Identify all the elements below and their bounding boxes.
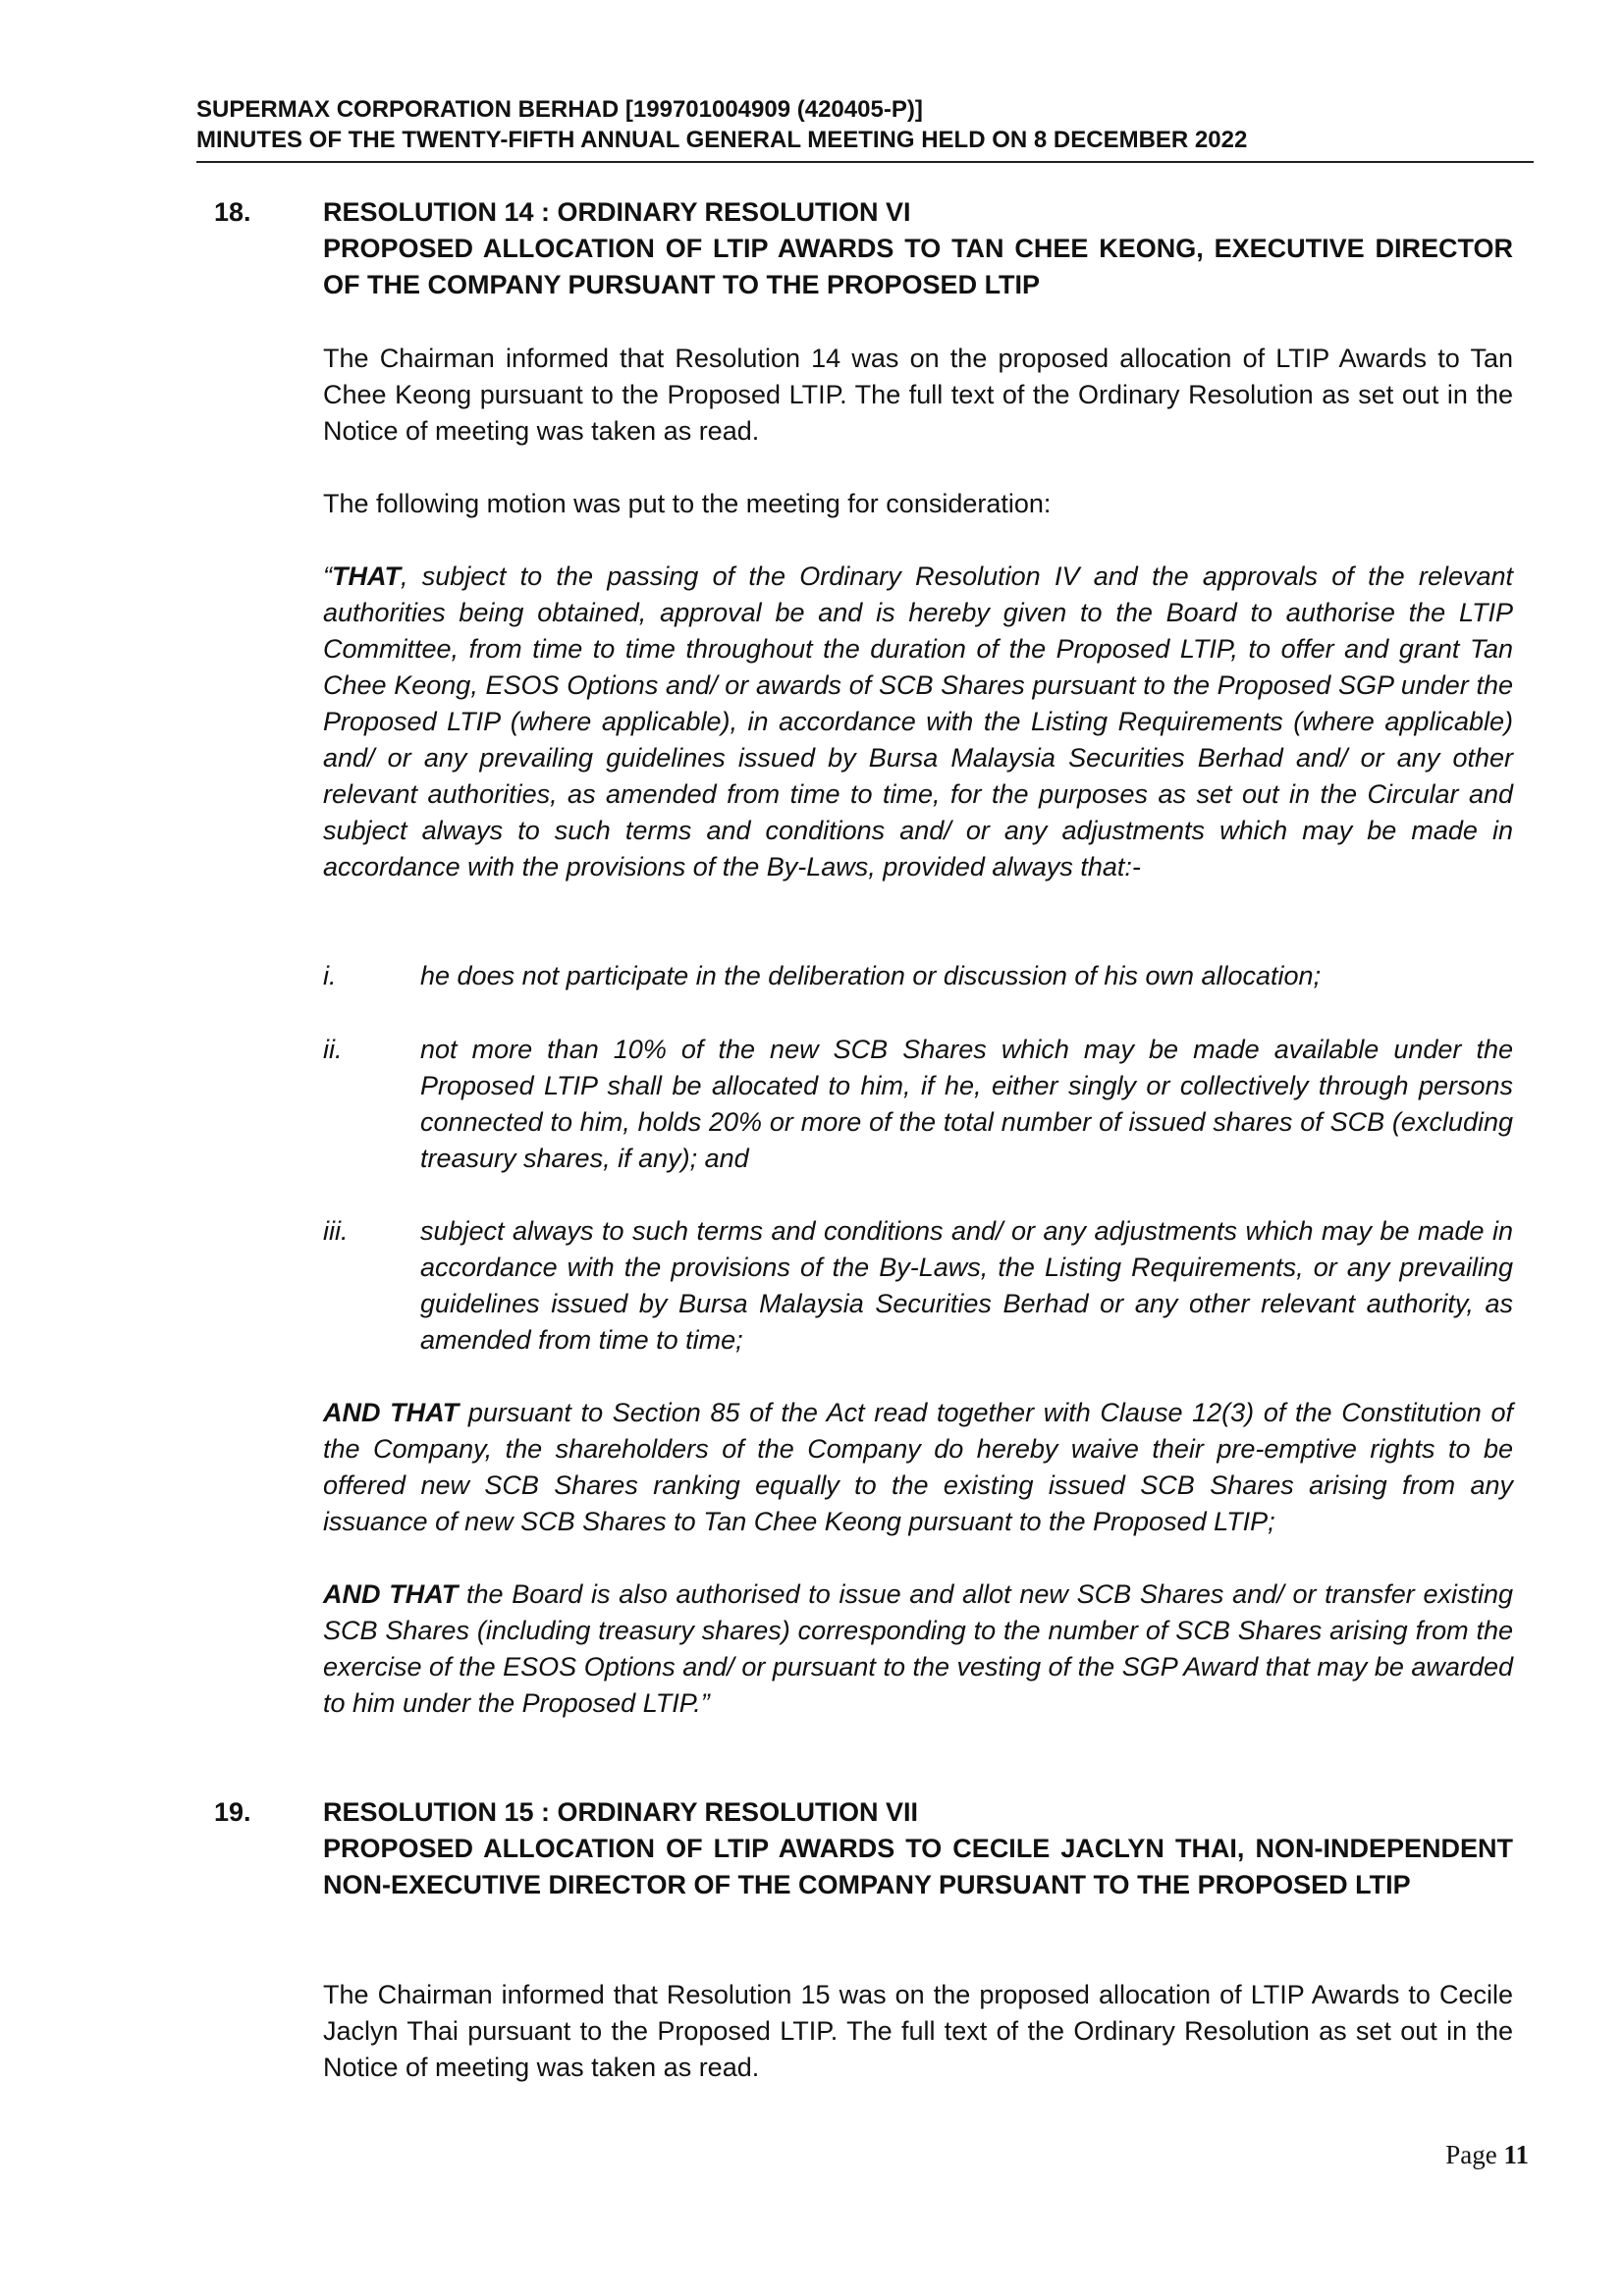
section-19-resolution-subtitle: PROPOSED ALLOCATION OF LTIP AWARDS TO CECILE JACLYN THAI, NON-INDEPENDENT NON-EXECUTIVE DIRECTOR OF THE COMPANY PURSUANT TO THE PROPOSED LTIP: [323, 1834, 1513, 1899]
list-item-text: not more than 10% of the new SCB Shares which may be made available under the Proposed LTIP shall be allocated to him, if he, either singly or collectively through persons connected to him, holds 20% or more of the total number of issued shares of SCB (excluding treasury shares, if any); and: [420, 1035, 1513, 1173]
section-19-heading: [323, 1794, 1513, 1903]
header-minutes-line: MINUTES OF THE TWENTY-FIFTH ANNUAL GENERAL MEETING HELD ON 8 DECEMBER 2022: [196, 127, 1248, 153]
list-item-number: i.: [323, 961, 337, 990]
list-item-text: he does not participate in the deliberation or discussion of his own allocation;: [420, 961, 1322, 990]
section-18-number: 18.: [214, 197, 251, 227]
list-item: [323, 958, 1513, 994]
header-company-line: SUPERMAX CORPORATION BERHAD [199701004909 (420405-P)]: [196, 96, 923, 123]
header-divider: [196, 161, 1534, 163]
and-that-paragraph-2: [323, 1576, 1513, 1722]
page-number: 11: [1503, 2140, 1529, 2169]
page-label: Page: [1445, 2140, 1497, 2169]
section-18-heading: [323, 194, 1513, 303]
that-keyword: THAT: [332, 561, 401, 591]
section-18-intro: The Chairman informed that Resolution 14 was on the proposed allocation of LTIP Awards to Tan Chee Keong pursuant to the Proposed LTIP. The full text of the Ordinary Resolution as set out in the Notice of meeting was taken as read.: [323, 344, 1513, 446]
section-18-resolution-subtitle: PROPOSED ALLOCATION OF LTIP AWARDS TO TAN CHEE KEONG, EXECUTIVE DIRECTOR OF THE COMPANY PURSUANT TO THE PROPOSED LTIP: [323, 234, 1513, 299]
section-18-resolution-title: RESOLUTION 14 : ORDINARY RESOLUTION VI: [323, 197, 911, 227]
list-item: [323, 1032, 1513, 1179]
page-number-footer: [1445, 2140, 1529, 2170]
section-19-number: 19.: [214, 1797, 251, 1827]
that-body: , subject to the passing of the Ordinary Resolution IV and the approvals of the relevant authorities being obtained, approval be and is hereby given to the Board to authorise the LTIP Committee, from time to time throughout the duration of the Proposed LTIP, to offer and grant Tan Chee Keong, ESOS Options and/ or awards of SCB Shares pursuant to the Proposed SGP under the Proposed LTIP (where applicable), in accordance with the Listing Requirements (where applicable) and/ or any prevailing guidelines issued by Bursa Malaysia Securities Berhad and/ or any other relevant authorities, as amended from time to time, for the purposes as set out in the Circular and subject always to such terms and conditions and/ or any adjustments which may be made in accordance with the provisions of the By-Laws, provided always that:-: [323, 561, 1513, 881]
section-18-motion-lead: The following motion was put to the meeting for consideration:: [323, 489, 1052, 518]
list-item: [323, 1213, 1513, 1361]
and-that-body: the Board is also authorised to issue and allot new SCB Shares and/ or transfer existing SCB Shares (including treasury shares) corresponding to the number of SCB Shares arising from the exercise of the ESOS Options and/ or pursuant to the vesting of the SGP Award that may be awarded to him under the Proposed LTIP.”: [323, 1579, 1513, 1718]
list-item-number: ii.: [323, 1035, 343, 1064]
list-item-number: iii.: [323, 1216, 349, 1246]
and-that-keyword: AND THAT: [323, 1398, 460, 1427]
and-that-body: pursuant to Section 85 of the Act read together with Clause 12(3) of the Constitution of the Company, the shareholders of the Company do hereby waive their pre-emptive rights to be offered new SCB Shares ranking equally to the existing issued SCB Shares arising from any issuance of new SCB Shares to Tan Chee Keong pursuant to the Proposed LTIP;: [323, 1398, 1513, 1536]
open-quote: “: [323, 561, 332, 591]
and-that-keyword: AND THAT: [323, 1579, 459, 1609]
section-19-intro: The Chairman informed that Resolution 15 was on the proposed allocation of LTIP Awards to Cecile Jaclyn Thai pursuant to the Proposed LTIP. The full text of the Ordinary Resolution as set out in the Notice of meeting was taken as read.: [323, 1980, 1513, 2082]
list-item-text: subject always to such terms and conditions and/ or any adjustments which may be made in accordance with the provisions of the By-Laws, the Listing Requirements, or any prevailing guidelines issued by Bursa Malaysia Securities Berhad or any other relevant authority, as amended from time to time;: [420, 1216, 1513, 1355]
section-19-resolution-title: RESOLUTION 15 : ORDINARY RESOLUTION VII: [323, 1797, 919, 1827]
document-header: [196, 94, 1532, 155]
section-18-resolution-text: [323, 559, 1513, 885]
and-that-paragraph-1: [323, 1395, 1513, 1540]
